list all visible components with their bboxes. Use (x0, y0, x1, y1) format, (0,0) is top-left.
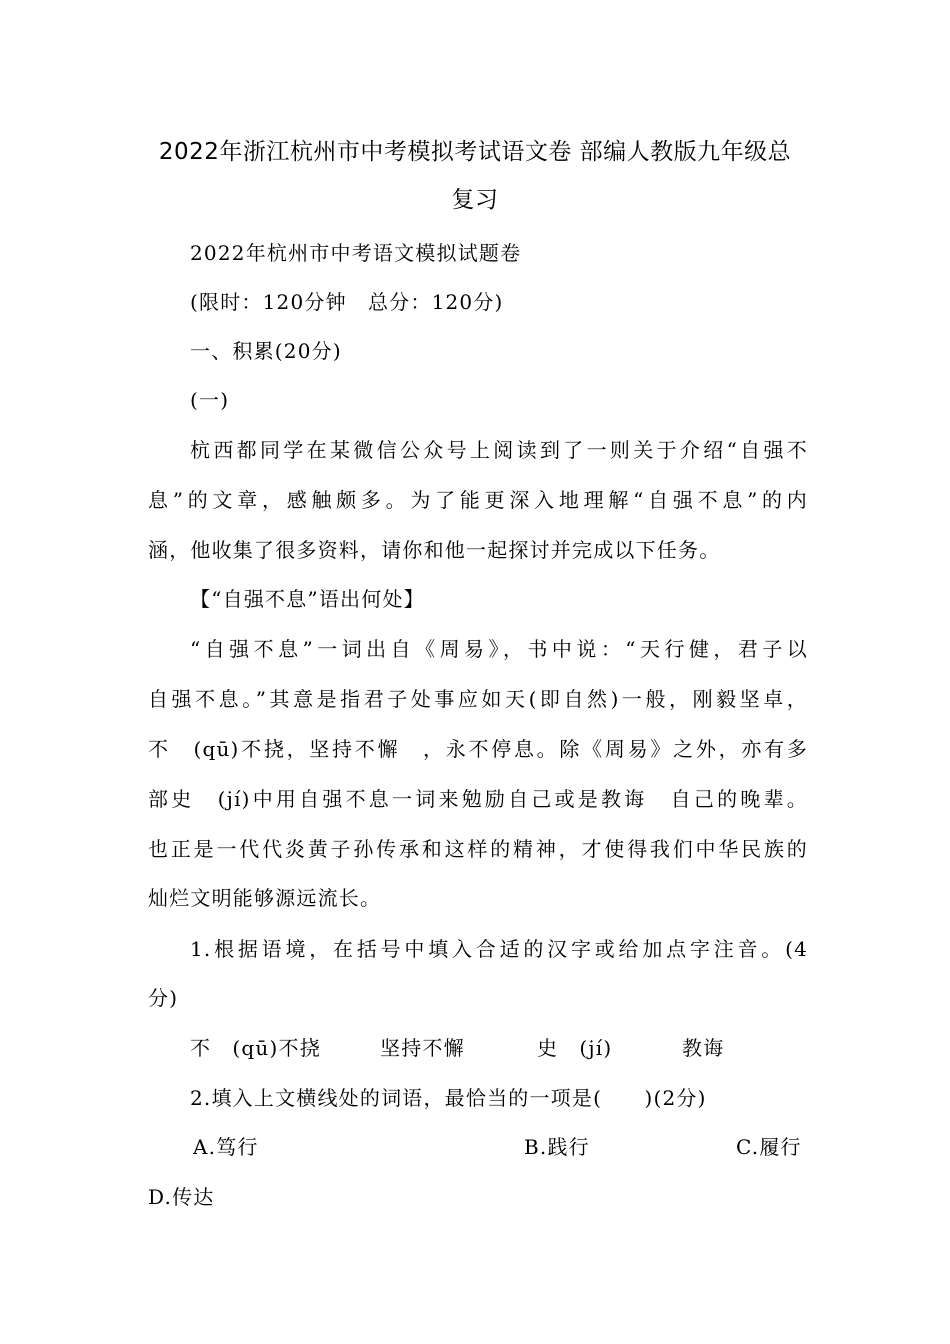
document-title-line-2: 复习 (451, 187, 499, 213)
passage-line: 部史 (jí)中用自强不息一词来勉励自己或是教诲 自己的晚辈。 (148, 787, 808, 811)
document-title-line-1: 2022年浙江杭州市中考模拟考试语文卷 部编人教版九年级总 (158, 139, 792, 165)
option-a: A.笃行 (193, 1135, 259, 1159)
exam-subtitle: 2022年杭州市中考语文模拟试题卷 (190, 241, 522, 265)
option-d: D.传达 (148, 1185, 215, 1209)
passage-line: 灿烂文明能够源远流长。 (148, 886, 382, 910)
intro-line: 涵，他收集了很多资料，请你和他一起探讨并完成以下任务。 (148, 538, 721, 562)
question-2-text: 2.填入上文横线处的词语，最恰当的一项是( )(2分) (190, 1086, 707, 1110)
question-1-text-cont: 分) (148, 986, 179, 1010)
intro-line: 息”的文章，感触颇多。为了能更深入地理解“自强不息”的内 (148, 488, 808, 512)
q1-item-ji: 史 (jí) (537, 1036, 613, 1060)
q1-item-jianchi: 坚持不懈 (380, 1036, 465, 1060)
intro-line: 杭西都同学在某微信公众号上阅读到了一则关于介绍“自强不 (190, 438, 808, 462)
q1-item-qu: 不 (qū)不挠 (190, 1036, 321, 1060)
passage-line: 不 (qū)不挠，坚持不懈 ，永不停息。除《周易》之外，亦有多 (148, 737, 808, 761)
exam-time-info: (限时：120分钟 总分：120分) (190, 290, 504, 314)
section-heading-accumulation: 一、积累(20分) (190, 339, 342, 363)
q1-item-jiaohui: 教诲 (682, 1036, 725, 1060)
passage-line: 也正是一代代炎黄子孙传承和这样的精神，才使得我们中华民族的 (148, 837, 808, 861)
question-1-text: 1.根据语境，在括号中填入合适的汉字或给加点字注音。(4 (190, 937, 808, 961)
option-b: B.践行 (524, 1135, 590, 1159)
passage-heading: 【“自强不息”语出何处】 (190, 587, 425, 611)
subsection-label: (一) (190, 388, 230, 412)
option-c: C.履行 (736, 1135, 802, 1159)
passage-line: 自强不息。”其意是指君子处事应如天(即自然)一般，刚毅坚卓， (148, 687, 808, 711)
passage-line: “自强不息”一词出自《周易》，书中说：“天行健，君子以 (190, 637, 808, 661)
